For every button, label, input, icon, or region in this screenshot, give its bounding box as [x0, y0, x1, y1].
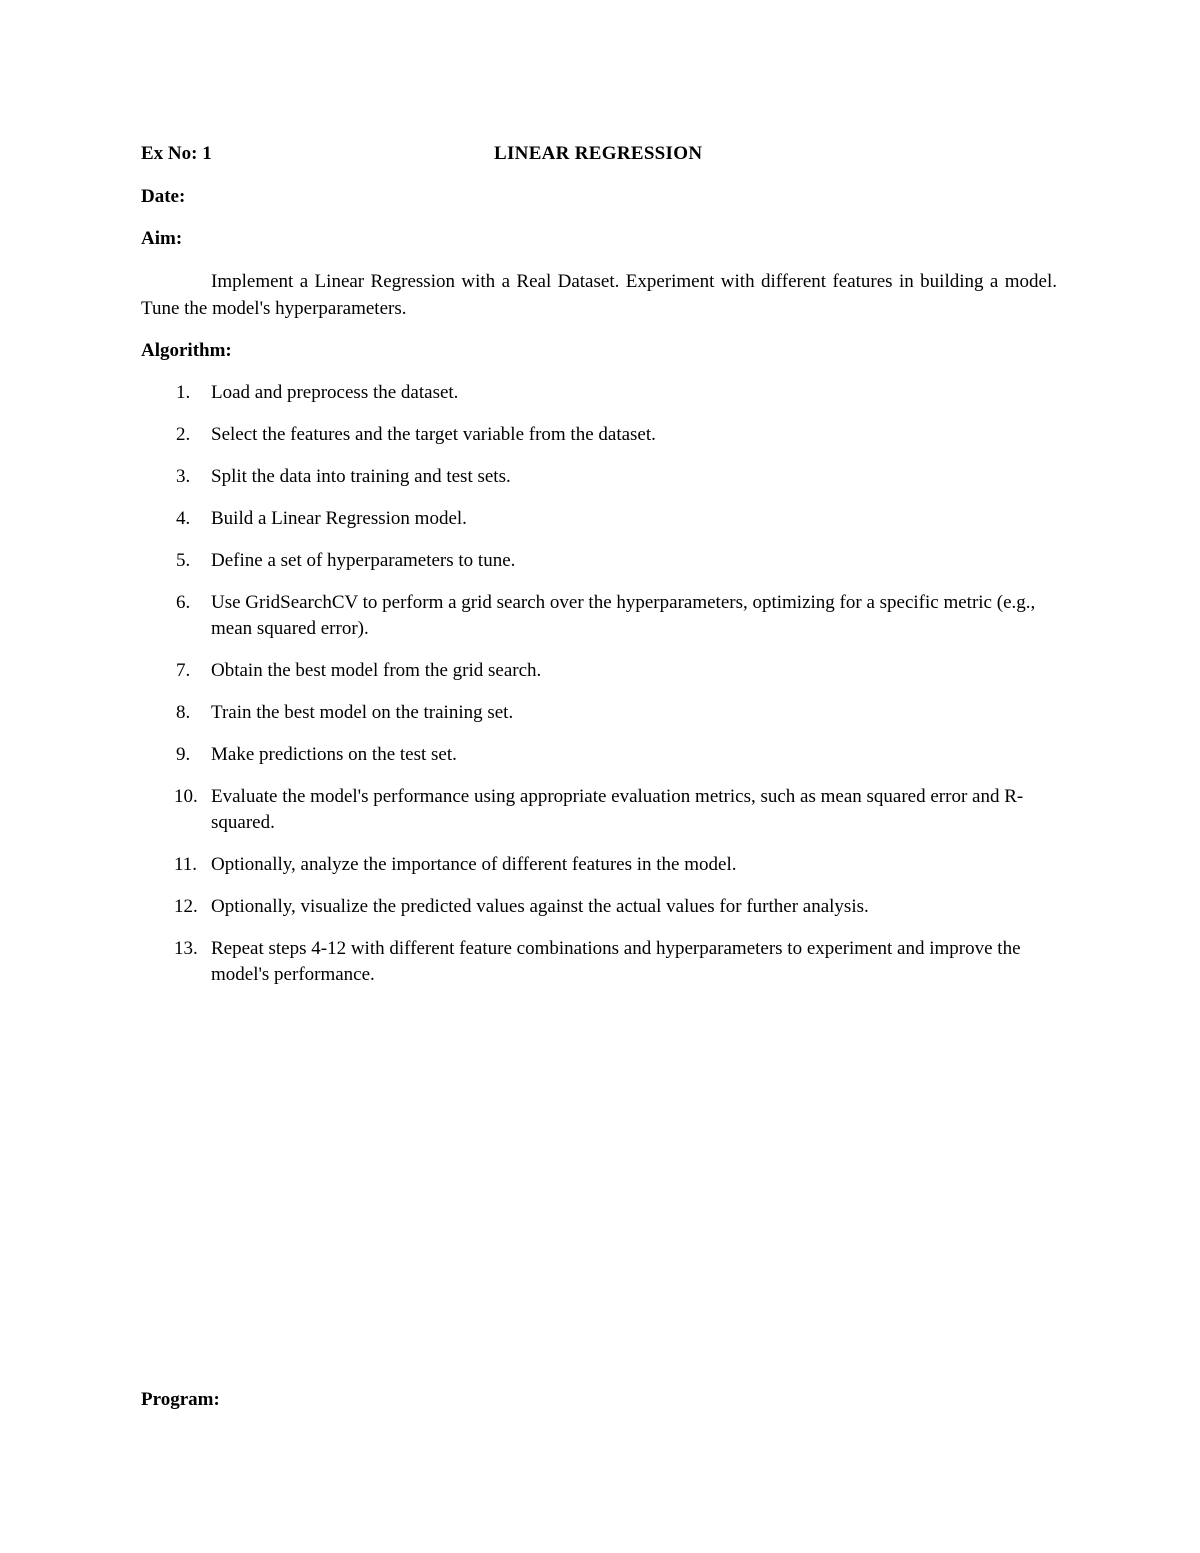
- step-number: 9.: [176, 744, 191, 765]
- step-text: Optionally, analyze the importance of different features in the model.: [211, 854, 737, 875]
- algorithm-step: [141, 422, 1047, 448]
- step-number: 4.: [176, 508, 191, 529]
- algorithm-step: [141, 742, 1047, 768]
- aim-label: Aim:: [141, 228, 183, 249]
- algorithm-step: [141, 658, 1047, 684]
- algorithm-steps-list: [141, 380, 1057, 1004]
- algorithm-step: [141, 894, 1047, 920]
- algorithm-step: [141, 852, 1047, 878]
- algorithm-step: [141, 936, 1047, 988]
- step-number: 8.: [176, 702, 191, 723]
- date-label: Date:: [141, 186, 186, 207]
- step-text: Optionally, visualize the predicted values against the actual values for further analysis.: [211, 896, 869, 917]
- step-number: 2.: [176, 424, 191, 445]
- aim-text: Implement a Linear Regression with a Real Dataset. Experiment with different features in building a model. Tune the model's hyperparameters.: [141, 271, 1057, 319]
- step-number: 10.: [174, 786, 198, 807]
- step-text: Define a set of hyperparameters to tune.: [211, 550, 516, 571]
- step-number: 12.: [174, 896, 198, 917]
- algorithm-step: [141, 548, 1047, 574]
- step-text: Load and preprocess the dataset.: [211, 382, 459, 403]
- step-number: 1.: [176, 382, 191, 403]
- algorithm-step: [141, 464, 1047, 490]
- algorithm-step: [141, 700, 1047, 726]
- step-text: Evaluate the model's performance using appropriate evaluation metrics, such as mean squared error and R-squared.: [211, 786, 1024, 833]
- algorithm-step: [141, 380, 1047, 406]
- step-number: 11.: [174, 854, 198, 875]
- step-text: Split the data into training and test sets.: [211, 466, 511, 487]
- step-text: Train the best model on the training set.: [211, 702, 514, 723]
- step-text: Make predictions on the test set.: [211, 744, 457, 765]
- step-text: Select the features and the target variable from the dataset.: [211, 424, 656, 445]
- step-number: 7.: [176, 660, 191, 681]
- step-number: 5.: [176, 550, 191, 571]
- document-title: LINEAR REGRESSION: [494, 143, 703, 164]
- step-number: 13.: [174, 938, 198, 959]
- step-text: Repeat steps 4-12 with different feature combinations and hyperparameters to experiment and improve the model's performance.: [211, 938, 1021, 985]
- step-text: Obtain the best model from the grid search.: [211, 660, 542, 681]
- algorithm-label: Algorithm:: [141, 340, 232, 361]
- step-number: 3.: [176, 466, 191, 487]
- exercise-number: Ex No: 1: [141, 143, 212, 164]
- step-text: Use GridSearchCV to perform a grid search over the hyperparameters, optimizing for a specific metric (e.g., mean squared error).: [211, 592, 1036, 639]
- algorithm-step: [141, 784, 1047, 836]
- step-text: Build a Linear Regression model.: [211, 508, 467, 529]
- program-label: Program:: [141, 1389, 220, 1410]
- algorithm-step: [141, 506, 1047, 532]
- algorithm-step: [141, 590, 1047, 642]
- step-number: 6.: [176, 592, 191, 613]
